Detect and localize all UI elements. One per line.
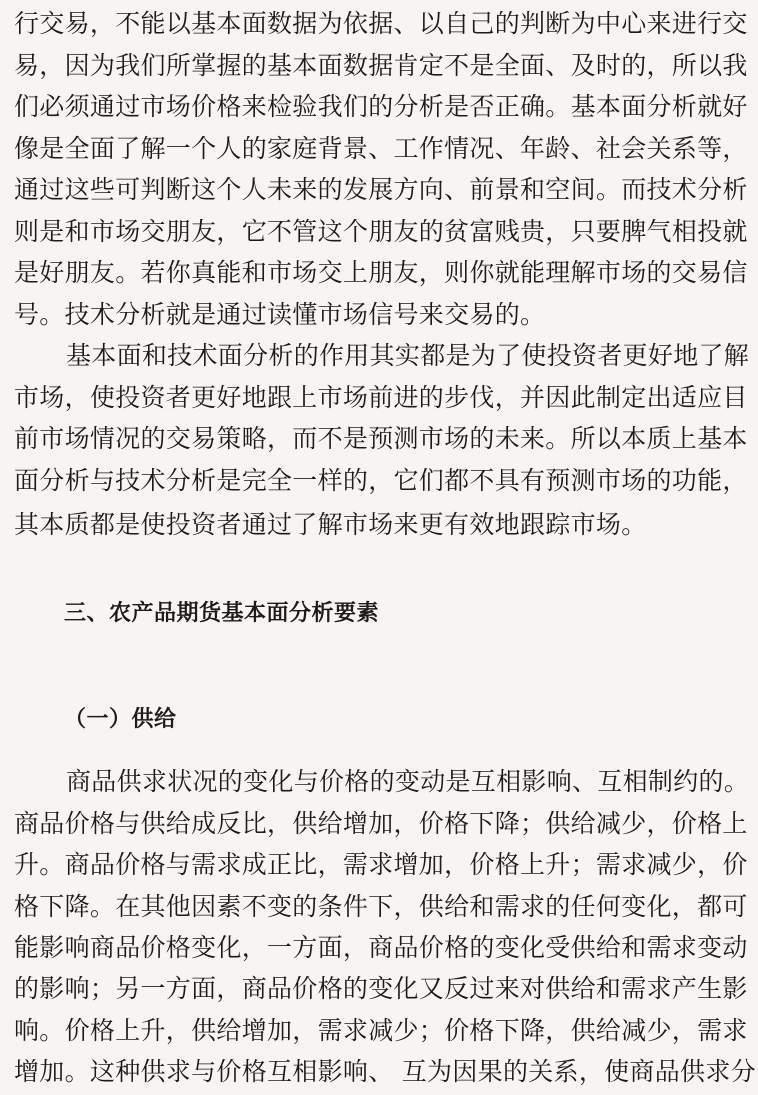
text-line: 格下降。在其他因素不变的条件下，供给和需求的任何变化，都可 xyxy=(14,892,748,921)
text-line: 号。技术分析就是通过读懂市场信号来交易的。 xyxy=(14,300,546,329)
text-line: 则是和市场交朋友，它不管这个朋友的贫富贱贵，只要脾气相投就 xyxy=(14,217,748,246)
text-line: 商品供求状况的变化与价格的变动是互相影响、互相制约的。 xyxy=(66,767,750,796)
text-line: 易，因为我们所掌握的基本面数据肯定不是全面、及时的，所以我 xyxy=(14,51,748,80)
text-line: 响。价格上升，供给增加，需求减少；价格下降，供给减少，需求 xyxy=(14,1016,748,1045)
text-line: 们必须通过市场价格来检验我们的分析是否正确。基本面分析就好 xyxy=(14,92,748,121)
text-line: 面分析与技术分析是完全一样的，它们都不具有预测市场的功能， xyxy=(14,466,748,495)
text-line: 前市场情况的交易策略，而不是预测市场的未来。所以本质上基本 xyxy=(14,424,748,453)
section-heading: 三、农产品期货基本面分析要素 xyxy=(64,601,380,626)
text-line: 增加。这种供求与价格互相影响、 互为因果的关系，使商品供求分 xyxy=(14,1057,756,1086)
text-line: 是好朋友。若你真能和市场交上朋友，则你就能理解市场的交易信 xyxy=(14,258,748,287)
text-line: 升。商品价格与需求成正比，需求增加，价格上升；需求减少，价 xyxy=(14,850,748,879)
text-line: 像是全面了解一个人的家庭背景、工作情况、年龄、社会关系等， xyxy=(14,134,748,163)
text-line: 其本质都是使投资者通过了解市场来更有效地跟踪市场。 xyxy=(14,510,647,539)
text-line: 基本面和技术面分析的作用其实都是为了使投资者更好地了解 xyxy=(66,341,750,370)
text-line: 的影响；另一方面，商品价格的变化又反过来对供给和需求产生影 xyxy=(14,974,748,1003)
text-line: 能影响商品价格变化，一方面，商品价格的变化受供给和需求变动 xyxy=(14,933,748,962)
subsection-heading: （一）供给 xyxy=(64,707,177,732)
text-line: 市场，使投资者更好地跟上市场前进的步伐，并因此制定出适应目 xyxy=(14,383,748,412)
text-line: 通过这些可判断这个人未来的发展方向、前景和空间。而技术分析 xyxy=(14,175,748,204)
text-line: 行交易，不能以基本面数据为依据、以自己的判断为中心来进行交 xyxy=(14,9,748,38)
text-line: 商品价格与供给成反比，供给增加，价格下降；供给减少，价格上 xyxy=(14,809,748,838)
